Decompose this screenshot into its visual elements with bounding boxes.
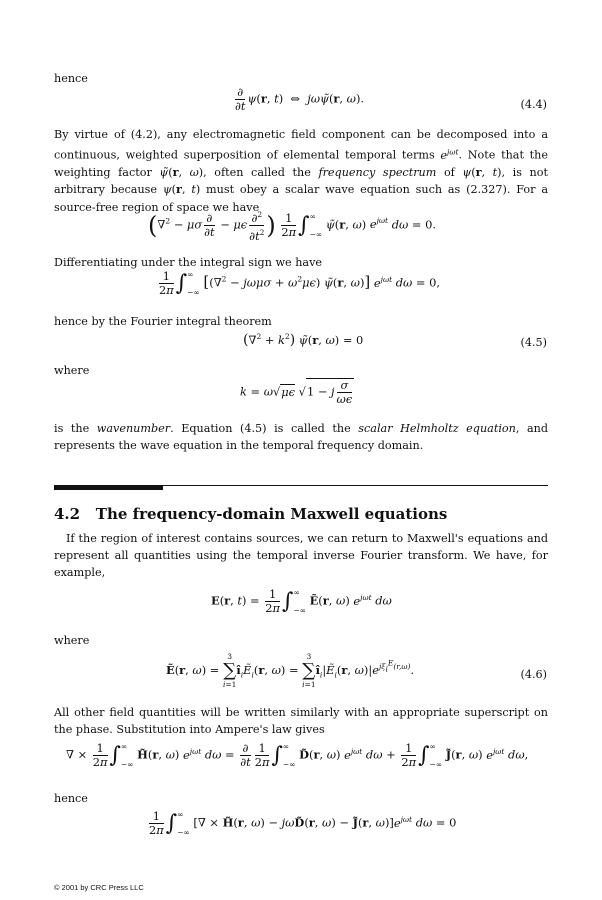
term-helmholtz: scalar Helmholtz equation (358, 422, 516, 435)
paragraph-differentiating: Differentiating under the integral sign we have (54, 256, 323, 269)
equation-number-4-4: (4.4) (520, 98, 547, 111)
equation-4-5: $(\nabla^2 + k^2)$ ψ̃(r, ω) = 0 (243, 332, 364, 348)
paragraph-where-1: where (54, 364, 90, 377)
paragraph-virtue: By virtue of (4.2), any electromagnetic field component can be decomposed into a continuous, weighted superposition of elemental temporal terms $e^{j\omega t}$. Note that the weighting factor ψ̃(r, ω), often called the frequency spectrum of ψ(r, t), is not arbitrary because ψ(r, t) must obey a scalar wave equation such as (2.327). For a source-free region of space we have (54, 128, 548, 214)
equation-wavenumber: k = ω√μϵ √1 − j $\frac{\sigma}{\omega\epsilon}$ (240, 378, 353, 406)
section-heading (54, 505, 447, 523)
equation-E-inverse-fourier: E(r, t) = $\frac{1}{2\pi}$ ∫∞ −∞ Ẽ(r, ω) $e^{j\omega t}$ dω (211, 587, 392, 615)
section-number: 4.2 (54, 505, 81, 523)
paragraph-hence-2: hence (54, 792, 88, 805)
paragraph-hence: hence (54, 72, 88, 85)
term-wavenumber: wavenumber (96, 422, 171, 435)
footer-copyright: © 2001 by CRC Press LLC (54, 883, 144, 892)
paragraph-wavenumber: is the wavenumber. Equation (4.5) is called the scalar Helmholtz equation, and represents the wave equation in the temporal frequency domain. (54, 422, 548, 453)
equation-differentiated: $\frac{1}{2\pi}$ ∫∞ −∞ [$(\nabla^2 - j\omega\mu\sigma + \omega^2\mu\epsilon)$ ψ̃(r, ω)] $e^{j\omega t}$ dω = 0, (159, 269, 440, 297)
equation-ampere-substitution: ∇ × $\frac{1}{2\pi}$ ∫∞ −∞ H̃(r, ω) $e^{j\omega t}$ dω = $\frac{\partial}{\partial t}$ $\frac{1}{2\pi}$ ∫∞ −∞ D̃(r, ω) $e^{j\omega t}$ dω + $\frac{1}{2\pi}$ ∫∞ −∞ J̃(r, ω) $e^{j\omega t}$ dω, (66, 741, 529, 769)
equation-final: $\frac{1}{2\pi}$ ∫∞ −∞ [∇ × H̃(r, ω) − jωD̃(r, ω) − J̃(r, $\omega)]e^{j\omega t}$ dω = 0 (149, 809, 457, 837)
paragraph-fourier-theorem: hence by the Fourier integral theorem (54, 315, 272, 328)
term-frequency-spectrum: frequency spectrum (318, 166, 437, 180)
equation-4-4: $\frac{\partial}{\partial t}$ ψ(r, t) ⇔ jωψ̃(r, ω). (235, 85, 365, 113)
equation-number-4-5: (4.5) (520, 336, 547, 349)
paragraph-region: If the region of interest contains sources, we can return to Maxwell's equations and represent all quantities using the temporal inverse Fourier transform. We have, for example, (54, 532, 548, 580)
equation-wave-integral: (∇$^2$ − μσ $\frac{\partial}{\partial t}$ − μϵ $\frac{\partial^2}{\partial t^2}$ ) $\frac{1}{2\pi}$ ∫∞ −∞ ψ̃(r, ω) $e^{j\omega t}$ dω = 0. (148, 210, 436, 243)
section-title: The frequency-domain Maxwell equations (95, 505, 448, 523)
paragraph-where-2: where (54, 634, 90, 647)
section-rule-accent (54, 485, 163, 490)
paragraph-all-other: All other field quantities will be written similarly with an appropriate superscript on the phase. Substitution into Ampere's law gives (54, 706, 548, 737)
equation-4-6: Ẽ(r, ω) = 3 ∑ i=1 $î_iẼ_i(r$, ω) = 3 ∑ i=1 $î_i|Ẽ_i(r$, $\omega)|e^{j\xi_i^E(r,\omega)}$. (166, 652, 415, 689)
equation-number-4-6: (4.6) (520, 668, 547, 681)
